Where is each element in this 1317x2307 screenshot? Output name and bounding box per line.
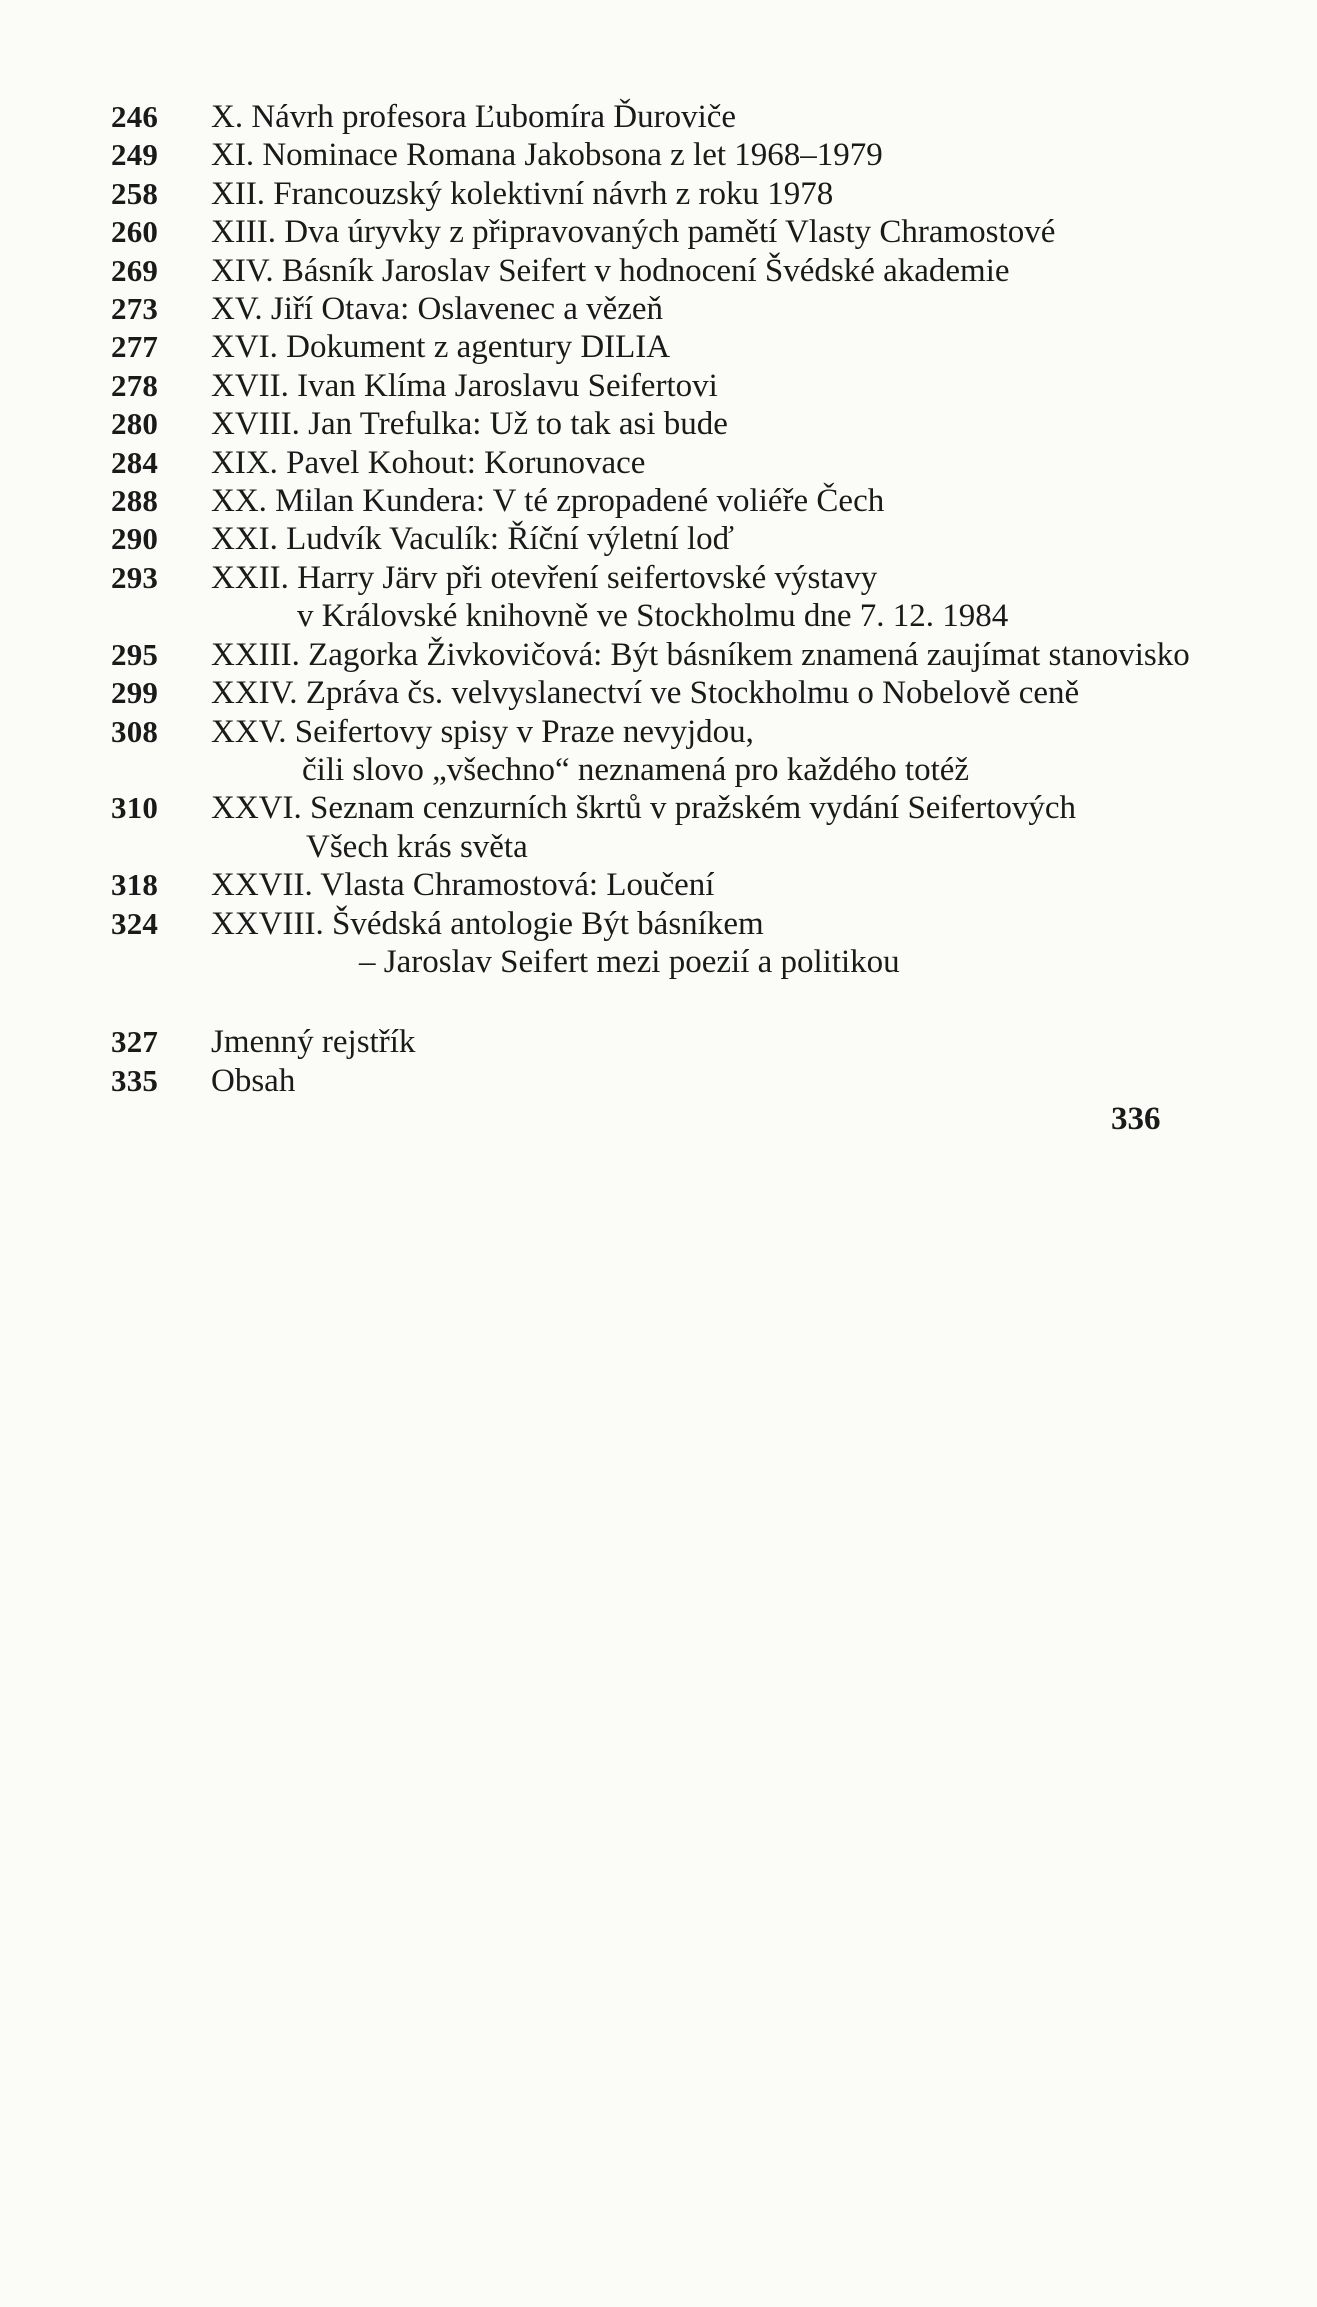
toc-entry (111, 905, 1291, 982)
toc-page-number: 310 (111, 790, 159, 826)
toc-page-number: 295 (111, 636, 159, 672)
toc-title-continuation: – Jaroslav Seifert mezi poezií a politikou (359, 943, 900, 980)
toc-entry (111, 328, 1291, 366)
toc-entry (111, 213, 1291, 251)
toc-entry-body (211, 713, 1291, 790)
toc-title: XXI. Ludvík Vaculík: Říční výletní loď (211, 521, 735, 558)
toc-entry (111, 866, 1291, 904)
toc-page-number: 327 (111, 1024, 159, 1060)
toc-title: XXVIII. Švédská antologie Být básníkem (211, 905, 764, 942)
toc-title: XVI. Dokument z agentury DILIA (211, 329, 671, 366)
toc-page-number: 324 (111, 905, 159, 941)
toc-entry-body (211, 559, 1291, 636)
toc-entry (111, 636, 1291, 674)
toc-entry (111, 713, 1291, 790)
toc-title: XVII. Ivan Klíma Jaroslavu Seifertovi (211, 367, 718, 404)
toc-title: XXIII. Zagorka Živkovičová: Být básníkem znamená zaujímat stanovisko (211, 636, 1190, 673)
toc-title: XIV. Básník Jaroslav Seifert v hodnocení Švédské akademie (211, 252, 1010, 289)
toc-title-continuation: v Královské knihovně ve Stockholmu dne 7. 12. 1984 (297, 598, 1009, 635)
toc-title: XXIV. Zpráva čs. velvyslanectví ve Stockholmu o Nobelově ceně (211, 675, 1080, 712)
toc-entry (111, 175, 1291, 213)
toc-entry (111, 482, 1291, 520)
toc-entry-body (211, 905, 1291, 982)
toc-entry (111, 290, 1291, 328)
toc-title-continuation: Všech krás světa (306, 828, 528, 865)
toc-page-number: 280 (111, 406, 159, 442)
toc-entry (111, 789, 1291, 866)
toc-page-number: 246 (111, 99, 159, 134)
section-gap (111, 981, 1291, 1023)
toc-title: XIX. Pavel Kohout: Korunovace (211, 444, 646, 481)
toc-page-number: 258 (111, 175, 159, 211)
toc-title: XV. Jiří Otava: Oslavenec a vězeň (211, 291, 664, 328)
toc-page-number: 318 (111, 867, 159, 903)
toc-page-number: 260 (111, 214, 159, 250)
toc-page-number: 299 (111, 675, 159, 711)
toc-page-number: 277 (111, 329, 159, 365)
toc-page-number: 284 (111, 444, 159, 480)
toc-entry (111, 405, 1291, 443)
toc-title-continuation: čili slovo „všechno“ neznamená pro každého totéž (302, 751, 970, 788)
toc-title: XXV. Seifertovy spisy v Praze nevyjdou, (211, 713, 754, 750)
toc-entry (111, 252, 1291, 290)
toc-entry-contents (111, 1062, 1291, 1100)
toc-entry (111, 367, 1291, 405)
toc-page-number: 273 (111, 291, 159, 327)
toc-page-number: 308 (111, 713, 159, 749)
toc-title: XII. Francouzský kolektivní návrh z roku 1978 (211, 175, 834, 212)
toc-page-number: 290 (111, 521, 159, 557)
toc-entry (111, 559, 1291, 636)
toc-title: XX. Milan Kundera: V té zpropadené voliéře Čech (211, 483, 885, 520)
toc-page-number: 278 (111, 367, 159, 403)
toc-page-number: 335 (111, 1062, 159, 1098)
toc-title: XI. Nominace Romana Jakobsona z let 1968–1979 (211, 137, 883, 174)
toc-page-number: 249 (111, 137, 159, 173)
toc-page-number: 293 (111, 559, 159, 595)
table-of-contents (111, 98, 1291, 1100)
toc-title: Jmenný rejstřík (211, 1024, 416, 1061)
toc-entry (111, 520, 1291, 558)
toc-entry (111, 674, 1291, 712)
page-number: 336 (1111, 1101, 1161, 1137)
toc-entry (111, 136, 1291, 174)
toc-title: XXVII. Vlasta Chramostová: Loučení (211, 867, 715, 904)
toc-title: XIII. Dva úryvky z připravovaných pamětí Vlasty Chramostové (211, 214, 1056, 251)
toc-page-number: 269 (111, 252, 159, 288)
toc-title: XVIII. Jan Trefulka: Už to tak asi bude (211, 406, 728, 443)
toc-title: XXVI. Seznam cenzurních škrtů v pražském vydání Seifertových (211, 790, 1077, 827)
toc-entry (111, 444, 1291, 482)
toc-title: Obsah (211, 1062, 296, 1099)
toc-title: XXII. Harry Järv při otevření seifertovské výstavy (211, 559, 878, 596)
toc-entry-body (211, 789, 1291, 866)
toc-title: X. Návrh profesora Ľubomíra Ďuroviče (211, 99, 737, 135)
toc-entry (111, 98, 1291, 136)
toc-entry-index (111, 1023, 1291, 1061)
toc-page-number: 288 (111, 483, 159, 519)
